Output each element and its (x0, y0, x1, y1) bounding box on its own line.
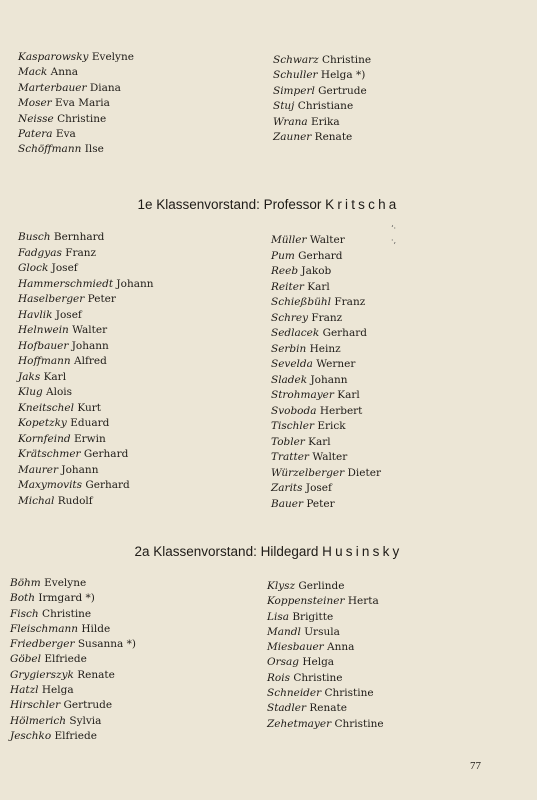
student-entry (10, 591, 136, 606)
student-given-name: Evelyne (91, 51, 134, 63)
student-entry (271, 466, 381, 482)
student-given-name: Dieter (347, 466, 381, 479)
section2-left-list (10, 576, 136, 744)
student-surname: Hirschler (10, 699, 61, 712)
student-surname: Lisa (267, 610, 289, 623)
student-given-name: Gerhard (322, 327, 367, 339)
student-surname: Klug (18, 386, 43, 398)
section1-left-list (18, 230, 154, 509)
student-surname: Zauner (273, 131, 312, 144)
section1-teacher: Kritscha (325, 197, 400, 212)
student-entry (267, 625, 384, 640)
student-surname: Serbin (271, 342, 307, 355)
student-given-name: Irmgard *) (38, 592, 95, 605)
page-number: 77 (470, 760, 481, 772)
student-surname: Moser (18, 97, 52, 110)
student-entry (18, 142, 134, 157)
student-given-name: Eva Maria (55, 97, 110, 110)
student-given-name: Gerhard (85, 479, 130, 491)
student-given-name: Herta (347, 595, 379, 608)
student-entry (273, 115, 371, 130)
student-entry (271, 264, 381, 280)
student-entry (10, 714, 136, 729)
student-given-name: Ursula (304, 625, 340, 638)
student-surname: Marterbauer (18, 81, 87, 94)
student-entry (267, 640, 384, 655)
student-entry (271, 326, 381, 342)
student-given-name: Heinz (309, 342, 341, 355)
student-given-name: Gerhard (298, 249, 343, 262)
student-given-name: Johann (116, 277, 154, 290)
student-entry (271, 233, 381, 249)
student-entry (10, 622, 136, 637)
student-given-name: Karl (308, 435, 331, 448)
student-surname: Böhm (10, 577, 41, 589)
student-surname: Reiter (271, 280, 304, 293)
student-given-name: Karl (43, 370, 67, 383)
student-given-name: Renate (309, 702, 347, 715)
student-entry (267, 594, 384, 609)
student-entry (267, 717, 384, 732)
student-entry (18, 112, 134, 127)
student-given-name: Johann (61, 463, 99, 476)
student-surname: Zehetmayer (267, 717, 332, 730)
student-surname: Maurer (18, 463, 59, 476)
student-given-name: Christine (57, 112, 107, 125)
student-surname: Schießbühl (271, 296, 332, 308)
student-given-name: Evelyne (44, 577, 87, 589)
student-given-name: Walter (312, 451, 348, 463)
student-surname: Helnwein (18, 324, 69, 336)
student-entry (10, 652, 136, 667)
student-entry (273, 99, 371, 114)
student-entry (271, 435, 381, 451)
student-entry (10, 607, 136, 622)
section2-heading-text: 2a Klassenvorstand: Hildegard (134, 544, 319, 559)
student-entry (267, 671, 384, 686)
student-entry (18, 385, 154, 401)
student-surname: Schneider (267, 687, 322, 700)
student-entry (267, 655, 384, 670)
student-given-name: Christine (293, 671, 343, 684)
student-given-name: Susanna *) (77, 638, 136, 651)
student-given-name: Gerlinde (298, 580, 345, 592)
student-given-name: Gertrude (318, 84, 367, 97)
student-given-name: Karl (307, 280, 330, 293)
student-entry (267, 701, 384, 716)
student-entry (271, 249, 381, 265)
student-given-name: Brigitte (292, 610, 334, 623)
student-given-name: Alois (46, 386, 73, 398)
student-given-name: Christine (324, 687, 374, 700)
student-given-name: Erwin (73, 432, 106, 445)
student-surname: Neisse (18, 112, 54, 125)
student-surname: Schöffmann (18, 143, 82, 156)
student-entry (10, 637, 136, 652)
student-surname: Hofbauer (18, 339, 69, 352)
student-surname: Patera (18, 128, 53, 141)
student-surname: Havlik (18, 308, 53, 321)
student-surname: Tratter (271, 451, 309, 463)
student-surname: Schuller (273, 69, 318, 82)
student-entry (273, 53, 371, 68)
student-entry (273, 68, 371, 83)
student-given-name: Karl (337, 389, 360, 401)
student-entry (18, 323, 154, 339)
student-entry (267, 686, 384, 701)
student-given-name: Sylvia (69, 714, 102, 727)
student-surname: Schwarz (273, 54, 319, 66)
student-surname: Strohmayer (271, 389, 334, 401)
student-surname: Koppensteiner (267, 595, 345, 608)
student-given-name: Johann (71, 339, 109, 352)
student-entry (271, 481, 381, 497)
student-given-name: Helga (41, 684, 74, 697)
section1-heading-text: 1e Klassenvorstand: Professor (137, 197, 322, 212)
student-entry (271, 280, 381, 296)
student-entry (18, 308, 154, 324)
student-given-name: Renate (77, 668, 115, 681)
student-entry (18, 494, 154, 510)
student-surname: Kasparowsky (18, 51, 89, 63)
student-given-name: Diana (89, 81, 121, 94)
student-entry (273, 130, 371, 145)
student-entry (18, 230, 154, 246)
student-surname: Michal (18, 494, 55, 507)
student-given-name: Franz (65, 246, 97, 259)
student-entry (18, 339, 154, 355)
student-entry (18, 463, 154, 479)
student-given-name: Josef (51, 262, 78, 274)
student-given-name: Anna (50, 66, 78, 79)
student-surname: Jaks (18, 370, 41, 383)
student-surname: Hatzl (10, 684, 39, 697)
student-surname: Hoffmann (18, 355, 71, 367)
student-surname: Simperl (273, 84, 315, 97)
student-given-name: Renate (314, 131, 353, 144)
student-surname: Mack (18, 66, 48, 79)
student-given-name: Peter (306, 497, 335, 510)
student-given-name: Christine (334, 717, 384, 730)
student-entry (271, 388, 381, 404)
student-surname: Kopetzky (18, 417, 67, 429)
student-entry (18, 65, 134, 80)
student-entry (18, 447, 154, 463)
student-given-name: Erika (310, 115, 340, 128)
section2-right-list (267, 579, 384, 732)
student-surname: Hölmerich (10, 714, 67, 727)
student-entry (267, 610, 384, 625)
student-surname: Busch (18, 231, 51, 243)
student-given-name: Werner (316, 358, 356, 370)
student-given-name: Johann (310, 373, 348, 386)
student-entry (18, 246, 154, 262)
student-surname: Maxymovits (18, 479, 83, 491)
student-surname: Hammerschmiedt (18, 277, 114, 290)
student-surname: Jeschko (10, 729, 52, 742)
student-entry (18, 478, 154, 494)
student-given-name: Elfriede (44, 653, 87, 666)
student-given-name: Ilse (84, 143, 104, 156)
student-entry (18, 292, 154, 308)
student-given-name: Christine (321, 54, 372, 66)
student-given-name: Josef (305, 482, 332, 494)
student-entry (18, 96, 134, 111)
student-entry (18, 432, 154, 448)
student-given-name: Elfriede (54, 729, 97, 742)
student-entry (18, 416, 154, 432)
student-surname: Rois (267, 671, 290, 684)
student-entry (271, 419, 381, 435)
student-given-name: Eva (55, 128, 76, 141)
student-given-name: Josef (55, 308, 82, 321)
student-surname: Sedlacek (271, 327, 320, 339)
student-surname: Wrana (273, 115, 308, 128)
student-given-name: Christiane (297, 100, 354, 113)
student-surname: Pum (271, 249, 295, 262)
student-surname: Bauer (271, 497, 303, 510)
student-surname: Stuj (273, 100, 295, 113)
student-surname: Krätschmer (18, 448, 81, 460)
student-entry (267, 579, 384, 594)
student-surname: Miesbauer (267, 641, 324, 654)
student-entry (18, 81, 134, 96)
student-surname: Klysz (267, 580, 296, 592)
student-given-name: Franz (311, 311, 343, 324)
student-given-name: Franz (334, 296, 366, 308)
student-surname: Both (10, 592, 36, 605)
student-given-name: Christine (42, 607, 92, 620)
student-surname: Schrey (271, 311, 309, 324)
student-surname: Kneitschel (18, 401, 75, 414)
student-given-name: Hilde (81, 622, 111, 635)
student-surname: Grygierszyk (10, 668, 74, 681)
student-given-name: Gertrude (63, 699, 113, 712)
student-surname: Sevelda (271, 358, 313, 370)
section1-right-list (271, 233, 381, 512)
student-given-name: Walter (72, 324, 108, 336)
student-surname: Würzelberger (271, 466, 345, 479)
student-entry (271, 373, 381, 389)
student-entry (271, 342, 381, 358)
student-entry (10, 668, 136, 683)
student-surname: Tischler (271, 420, 314, 432)
student-given-name: Walter (309, 234, 345, 246)
margin-marks: ‘· ·‚ (391, 224, 397, 245)
student-entry (271, 497, 381, 513)
student-surname: Müller (271, 234, 307, 246)
student-surname: Svoboda (271, 404, 317, 417)
student-surname: Kornfeind (18, 432, 71, 445)
student-given-name: Kurt (77, 401, 101, 414)
student-surname: Tobler (271, 435, 305, 448)
student-surname: Göbel (10, 653, 42, 666)
student-entry (271, 357, 381, 373)
student-entry (10, 698, 136, 713)
student-surname: Orsag (267, 656, 299, 669)
student-surname: Stadler (267, 702, 306, 715)
student-given-name: Helga *) (320, 69, 366, 82)
student-given-name: Alfred (74, 355, 107, 367)
student-surname: Glock (18, 262, 49, 274)
student-entry (10, 683, 136, 698)
student-given-name: Gerhard (83, 448, 129, 460)
student-entry (18, 261, 154, 277)
student-surname: Sladek (271, 373, 308, 386)
student-entry (18, 354, 154, 370)
student-given-name: Anna (327, 641, 355, 654)
block0-right-list (273, 53, 371, 145)
student-entry (10, 729, 136, 744)
student-entry (273, 84, 371, 99)
student-entry (18, 370, 154, 386)
student-surname: Fadgyas (18, 246, 62, 259)
student-entry (18, 50, 134, 65)
section2-heading (0, 544, 537, 559)
student-entry (18, 401, 154, 417)
student-given-name: Bernhard (53, 231, 105, 243)
student-entry (271, 404, 381, 420)
student-given-name: Peter (87, 293, 116, 305)
student-surname: Fleischmann (10, 622, 78, 635)
student-surname: Reeb (271, 265, 299, 277)
student-entry (271, 311, 381, 327)
student-entry (18, 127, 134, 142)
section2-teacher: Husinsky (322, 544, 403, 559)
student-given-name: Rudolf (57, 494, 93, 507)
student-given-name: Jakob (301, 265, 332, 277)
student-entry (18, 277, 154, 293)
section1-heading (0, 197, 537, 212)
student-entry (271, 450, 381, 466)
student-given-name: Helga (302, 656, 335, 669)
student-surname: Zarits (271, 482, 303, 494)
student-surname: Mandl (267, 625, 301, 638)
student-surname: Fisch (10, 607, 39, 620)
student-given-name: Erick (317, 420, 346, 432)
student-given-name: Eduard (70, 417, 110, 429)
block0-left-list (18, 50, 134, 158)
student-entry (271, 295, 381, 311)
student-surname: Haselberger (18, 293, 85, 305)
student-surname: Friedberger (10, 638, 75, 651)
student-entry (10, 576, 136, 591)
student-given-name: Herbert (319, 404, 363, 417)
